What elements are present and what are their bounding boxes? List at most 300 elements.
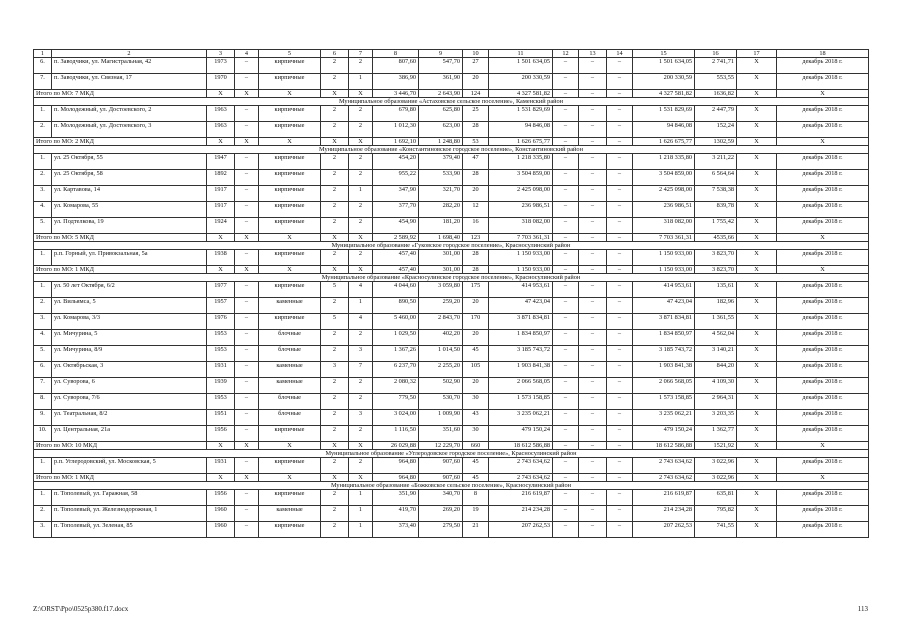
table-cell: 1 834 850,97 <box>633 330 695 346</box>
table-cell: каменные <box>259 298 321 314</box>
table-cell: – <box>579 234 607 242</box>
table-cell: 2 843,70 <box>419 314 463 330</box>
table-cell: – <box>579 90 607 98</box>
table-cell: X <box>777 234 869 242</box>
table-cell: 1938 <box>207 250 235 266</box>
table-cell: – <box>607 378 633 394</box>
table-cell: декабрь 2018 г. <box>777 250 869 266</box>
table-cell: X <box>259 138 321 146</box>
table-cell: – <box>607 282 633 298</box>
table-cell: X <box>207 474 235 482</box>
table-cell: – <box>579 330 607 346</box>
table-cell: 3 <box>349 410 373 426</box>
table-cell: 1953 <box>207 346 235 362</box>
table-cell: 3 235 062,21 <box>489 410 553 426</box>
table-cell: 216 619,87 <box>489 490 553 506</box>
table-cell: 807,60 <box>373 58 419 74</box>
table-cell: – <box>607 362 633 378</box>
table-cell: декабрь 2018 г. <box>777 298 869 314</box>
table-cell: X <box>777 90 869 98</box>
table-cell: 3 022,96 <box>695 458 737 474</box>
table-cell: – <box>235 282 259 298</box>
table-cell: 844,20 <box>695 362 737 378</box>
table-cell: – <box>579 170 607 186</box>
table-cell: 2 <box>321 426 349 442</box>
column-number-row <box>34 50 869 58</box>
table-cell: 20 <box>463 186 489 202</box>
table-row <box>34 506 869 522</box>
table-cell: – <box>607 74 633 90</box>
table-cell: X <box>321 442 349 450</box>
table-cell: 479 150,24 <box>489 426 553 442</box>
table-cell: 1 009,90 <box>419 410 463 426</box>
table-cell: 207 262,53 <box>633 522 695 538</box>
table-cell: 502,90 <box>419 378 463 394</box>
table-cell: – <box>235 378 259 394</box>
table-cell: – <box>235 490 259 506</box>
table-cell: 1 501 634,05 <box>633 58 695 74</box>
table-cell: блочные <box>259 410 321 426</box>
table-cell: 2 <box>349 378 373 394</box>
table-cell: – <box>579 250 607 266</box>
table-cell: X <box>235 474 259 482</box>
table-cell: – <box>553 522 579 538</box>
table-cell: 4 <box>349 282 373 298</box>
table-cell: 2 <box>321 490 349 506</box>
table-cell: – <box>235 58 259 74</box>
table-cell: X <box>259 474 321 482</box>
table-cell: X <box>737 202 777 218</box>
table-cell: 45 <box>463 458 489 474</box>
table-cell: 361,90 <box>419 74 463 90</box>
table-row <box>34 426 869 442</box>
table-cell: 1953 <box>207 330 235 346</box>
table-cell: 1960 <box>207 506 235 522</box>
table-cell: 1947 <box>207 154 235 170</box>
table-cell: 3 203,35 <box>695 410 737 426</box>
table-cell: 6 237,70 <box>373 362 419 378</box>
column-number: 10 <box>463 50 489 58</box>
table-cell: – <box>607 186 633 202</box>
table-cell: – <box>553 234 579 242</box>
table-cell: 2 <box>321 410 349 426</box>
table-cell: декабрь 2018 г. <box>777 202 869 218</box>
table-cell: X <box>737 122 777 138</box>
table-cell: – <box>607 234 633 242</box>
table-cell: – <box>579 362 607 378</box>
table-cell: – <box>553 250 579 266</box>
municipality-total-row <box>34 90 869 98</box>
table-cell: – <box>235 314 259 330</box>
municipality-total-row <box>34 234 869 242</box>
table-cell: X <box>737 362 777 378</box>
total-label: Итого по МО: 2 МКД <box>34 138 207 146</box>
table-cell: 30 <box>463 426 489 442</box>
table-cell: X <box>777 474 869 482</box>
table-cell: – <box>235 522 259 538</box>
table-cell: декабрь 2018 г. <box>777 426 869 442</box>
table-cell: X <box>321 234 349 242</box>
table-cell: 214 234,28 <box>489 506 553 522</box>
table-cell: X <box>207 234 235 242</box>
table-cell: 414 953,61 <box>489 282 553 298</box>
page-number: 113 <box>857 605 868 613</box>
table-cell: 1960 <box>207 522 235 538</box>
column-number: 5 <box>259 50 321 58</box>
table-cell: – <box>607 474 633 482</box>
table-cell: 2 <box>349 122 373 138</box>
table-cell: кирпичные <box>259 170 321 186</box>
table-cell: 4535,66 <box>695 234 737 242</box>
address-cell: п. Молодежный, ул. Достоевского, 2 <box>52 106 207 122</box>
table-cell: кирпичные <box>259 282 321 298</box>
address-cell: ул. 25 Октября, 55 <box>52 154 207 170</box>
table-cell: 553,55 <box>695 74 737 90</box>
table-cell: X <box>737 346 777 362</box>
table-cell: 635,81 <box>695 490 737 506</box>
table-cell: 3 823,70 <box>695 266 737 274</box>
table-cell: 379,40 <box>419 154 463 170</box>
address-cell: п. Тополевый, ул. Железнодорожная, 1 <box>52 506 207 522</box>
table-cell: X <box>321 138 349 146</box>
table-cell: – <box>607 202 633 218</box>
table-cell: – <box>553 362 579 378</box>
table-cell: 1 014,50 <box>419 346 463 362</box>
table-cell: X <box>737 314 777 330</box>
table-cell: X <box>777 442 869 450</box>
column-number: 3 <box>207 50 235 58</box>
municipality-section-row <box>34 98 869 106</box>
table-cell: 123 <box>463 234 489 242</box>
table-cell: 1 531 829,69 <box>489 106 553 122</box>
municipality-name: Муниципальное образование «Гуковское городское поселение», Красносулинский район <box>34 242 869 250</box>
table-cell: 454,20 <box>373 154 419 170</box>
table-cell: 414 953,61 <box>633 282 695 298</box>
table-cell: 318 082,00 <box>489 218 553 234</box>
table-cell: кирпичные <box>259 490 321 506</box>
table-cell: X <box>737 474 777 482</box>
table-cell: X <box>259 234 321 242</box>
table-cell: 2 <box>349 154 373 170</box>
table-cell: кирпичные <box>259 218 321 234</box>
table-cell: – <box>607 298 633 314</box>
table-cell: кирпичные <box>259 122 321 138</box>
table-cell: 1. <box>34 154 52 170</box>
address-cell: п. Заводчики, ул. Магистральная, 42 <box>52 58 207 74</box>
table-body <box>34 50 869 538</box>
table-cell: 207 262,53 <box>489 522 553 538</box>
table-cell: 321,70 <box>419 186 463 202</box>
table-cell: – <box>553 330 579 346</box>
table-cell: – <box>553 218 579 234</box>
table-cell: декабрь 2018 г. <box>777 282 869 298</box>
table-cell: декабрь 2018 г. <box>777 346 869 362</box>
table-cell: 2 <box>349 394 373 410</box>
table-cell: – <box>553 298 579 314</box>
table-cell: – <box>235 458 259 474</box>
address-cell: ул. Театральная, 8/2 <box>52 410 207 426</box>
table-cell: 1931 <box>207 458 235 474</box>
municipality-name: Муниципальное образование «Константиновское городское поселение», Константиновский район <box>34 146 869 154</box>
table-cell: декабрь 2018 г. <box>777 154 869 170</box>
table-cell: 6. <box>34 58 52 74</box>
table-cell: декабрь 2018 г. <box>777 314 869 330</box>
table-cell: 3 504 859,00 <box>633 170 695 186</box>
table-cell: 4 327 581,82 <box>633 90 695 98</box>
table-cell: 2 <box>321 458 349 474</box>
table-cell: – <box>579 378 607 394</box>
table-cell: 4 044,60 <box>373 282 419 298</box>
table-row <box>34 250 869 266</box>
table-row <box>34 490 869 506</box>
table-cell: – <box>235 122 259 138</box>
table-cell: декабрь 2018 г. <box>777 458 869 474</box>
table-row <box>34 186 869 202</box>
table-cell: 2 066 568,05 <box>633 378 695 394</box>
address-cell: р.п. Горный, ул. Привокзальная, 5а <box>52 250 207 266</box>
table-cell: – <box>607 330 633 346</box>
municipality-section-row <box>34 274 869 282</box>
table-cell: 1 573 158,85 <box>489 394 553 410</box>
table-cell: 839,78 <box>695 202 737 218</box>
table-cell: – <box>553 106 579 122</box>
table-cell: 2 <box>321 346 349 362</box>
table-cell: 1 755,42 <box>695 218 737 234</box>
table-cell: 454,90 <box>373 218 419 234</box>
table-cell: 1. <box>34 282 52 298</box>
table-cell: – <box>553 490 579 506</box>
table-cell: 1963 <box>207 122 235 138</box>
table-cell: 214 234,28 <box>633 506 695 522</box>
table-cell: 1. <box>34 250 52 266</box>
address-cell: ул. Суворова, 6 <box>52 378 207 394</box>
table-cell: 1302,59 <box>695 138 737 146</box>
table-row <box>34 218 869 234</box>
table-cell: 2. <box>34 506 52 522</box>
table-cell: 1 <box>349 74 373 90</box>
table-cell: 2 <box>321 522 349 538</box>
table-cell: X <box>207 90 235 98</box>
column-number: 2 <box>52 50 207 58</box>
document-table-wrapper <box>33 49 868 538</box>
table-cell: 135,61 <box>695 282 737 298</box>
table-cell: – <box>579 138 607 146</box>
table-cell: 1 116,50 <box>373 426 419 442</box>
table-cell: X <box>737 298 777 314</box>
table-cell: – <box>553 314 579 330</box>
table-cell: 2 743 634,62 <box>489 474 553 482</box>
table-cell: 3. <box>34 186 52 202</box>
table-cell: X <box>737 522 777 538</box>
table-cell: 28 <box>463 266 489 274</box>
table-cell: 340,70 <box>419 490 463 506</box>
table-cell: декабрь 2018 г. <box>777 186 869 202</box>
table-cell: 2 <box>321 106 349 122</box>
table-cell: 200 330,59 <box>489 74 553 90</box>
column-number: 11 <box>489 50 553 58</box>
table-cell: – <box>607 58 633 74</box>
address-cell: п. Тополевый, ул. Гаражная, 58 <box>52 490 207 506</box>
table-cell: 2 743 634,62 <box>489 458 553 474</box>
table-cell: – <box>607 458 633 474</box>
table-row <box>34 106 869 122</box>
table-cell: 1 150 933,00 <box>633 266 695 274</box>
table-cell: – <box>235 426 259 442</box>
column-number: 7 <box>349 50 373 58</box>
table-row <box>34 122 869 138</box>
table-cell: – <box>579 298 607 314</box>
table-cell: – <box>579 186 607 202</box>
address-cell: ул. Мичурина, 5 <box>52 330 207 346</box>
table-cell: X <box>259 90 321 98</box>
table-cell: 2. <box>34 170 52 186</box>
table-cell: 18 612 586,88 <box>489 442 553 450</box>
table-cell: 1 <box>349 506 373 522</box>
table-cell: 2. <box>34 298 52 314</box>
table-cell: 4. <box>34 330 52 346</box>
table-cell: 347,90 <box>373 186 419 202</box>
table-cell: – <box>607 266 633 274</box>
table-cell: 301,00 <box>419 250 463 266</box>
table-cell: – <box>579 154 607 170</box>
municipality-name: Муниципальное образование «Божковское сельское поселение», Красносулинский район <box>34 482 869 490</box>
table-cell: – <box>607 346 633 362</box>
table-cell: – <box>553 474 579 482</box>
table-cell: – <box>553 506 579 522</box>
table-cell: 282,20 <box>419 202 463 218</box>
table-cell: – <box>607 410 633 426</box>
table-cell: 279,50 <box>419 522 463 538</box>
table-cell: 20 <box>463 330 489 346</box>
table-cell: – <box>235 362 259 378</box>
table-cell: – <box>553 202 579 218</box>
total-label: Итого по МО: 7 МКД <box>34 90 207 98</box>
table-cell: 45 <box>463 474 489 482</box>
table-cell: X <box>349 138 373 146</box>
table-cell: кирпичные <box>259 58 321 74</box>
table-cell: – <box>235 506 259 522</box>
table-cell: – <box>235 330 259 346</box>
table-cell: 1. <box>34 490 52 506</box>
table-cell: 2 <box>349 202 373 218</box>
table-cell: 1. <box>34 106 52 122</box>
address-cell: ул. 25 Октября, 58 <box>52 170 207 186</box>
total-label: Итого по МО: 5 МКД <box>34 234 207 242</box>
table-cell: 7 538,38 <box>695 186 737 202</box>
table-cell: – <box>553 74 579 90</box>
table-cell: 3 185 743,72 <box>633 346 695 362</box>
table-cell: 964,80 <box>373 458 419 474</box>
table-cell: 2 <box>349 458 373 474</box>
total-label: Итого по МО: 1 МКД <box>34 266 207 274</box>
table-cell: 890,50 <box>373 298 419 314</box>
table-cell: 1 012,30 <box>373 122 419 138</box>
table-cell: 5. <box>34 346 52 362</box>
table-cell: 1963 <box>207 106 235 122</box>
table-cell: X <box>737 282 777 298</box>
table-cell: 318 082,00 <box>633 218 695 234</box>
table-row <box>34 202 869 218</box>
table-cell: – <box>553 90 579 98</box>
table-cell: – <box>235 394 259 410</box>
table-cell: – <box>607 122 633 138</box>
table-cell: 741,55 <box>695 522 737 538</box>
table-cell: X <box>207 138 235 146</box>
table-cell: 1. <box>34 458 52 474</box>
column-number: 12 <box>553 50 579 58</box>
table-cell: блочные <box>259 330 321 346</box>
table-cell: 21 <box>463 522 489 538</box>
table-cell: 2 <box>349 170 373 186</box>
address-cell: ул. Центральная, 21а <box>52 426 207 442</box>
table-cell: 1973 <box>207 58 235 74</box>
table-cell: 2 <box>321 122 349 138</box>
table-cell: 1976 <box>207 314 235 330</box>
table-cell: декабрь 2018 г. <box>777 410 869 426</box>
table-cell: – <box>579 490 607 506</box>
table-cell: 625,80 <box>419 106 463 122</box>
table-cell: 795,82 <box>695 506 737 522</box>
table-cell: X <box>737 170 777 186</box>
table-cell: 2 <box>321 506 349 522</box>
address-cell: ул. Вильямса, 5 <box>52 298 207 314</box>
table-cell: X <box>737 410 777 426</box>
column-number: 13 <box>579 50 607 58</box>
table-cell: 2 <box>321 170 349 186</box>
table-cell: 259,20 <box>419 298 463 314</box>
table-cell: – <box>235 250 259 266</box>
table-cell: 1956 <box>207 490 235 506</box>
table-cell: – <box>553 346 579 362</box>
table-cell: декабрь 2018 г. <box>777 330 869 346</box>
address-cell: ул. Октябрьская, 3 <box>52 362 207 378</box>
table-cell: 9. <box>34 410 52 426</box>
table-cell: 2 <box>321 378 349 394</box>
column-number: 4 <box>235 50 259 58</box>
table-cell: 1 029,50 <box>373 330 419 346</box>
address-cell: р.п. Углеродовский, ул. Московская, 5 <box>52 458 207 474</box>
table-cell: 907,60 <box>419 474 463 482</box>
table-cell: 2 <box>349 426 373 442</box>
table-cell: 175 <box>463 282 489 298</box>
table-row <box>34 314 869 330</box>
table-row <box>34 458 869 474</box>
column-number: 14 <box>607 50 633 58</box>
table-cell: 2 <box>321 74 349 90</box>
table-row <box>34 58 869 74</box>
table-cell: 2 425 098,00 <box>633 186 695 202</box>
table-cell: – <box>607 394 633 410</box>
table-cell: 457,40 <box>373 266 419 274</box>
table-cell: X <box>737 426 777 442</box>
table-cell: – <box>607 218 633 234</box>
municipality-total-row <box>34 138 869 146</box>
table-cell: 2 <box>349 106 373 122</box>
table-cell: 124 <box>463 90 489 98</box>
table-cell: – <box>235 202 259 218</box>
table-cell: 18 612 586,88 <box>633 442 695 450</box>
municipality-total-row <box>34 474 869 482</box>
table-cell: X <box>349 474 373 482</box>
table-cell: X <box>349 266 373 274</box>
table-cell: 1 626 675,77 <box>489 138 553 146</box>
table-cell: каменные <box>259 378 321 394</box>
address-cell: ул. 50 лет Октября, 6/2 <box>52 282 207 298</box>
table-cell: 3 823,70 <box>695 250 737 266</box>
footer-file-path: Z:\ORST\Ppo\0525p380.f17.docx <box>33 605 129 613</box>
table-cell: 2 <box>321 330 349 346</box>
table-cell: – <box>579 410 607 426</box>
